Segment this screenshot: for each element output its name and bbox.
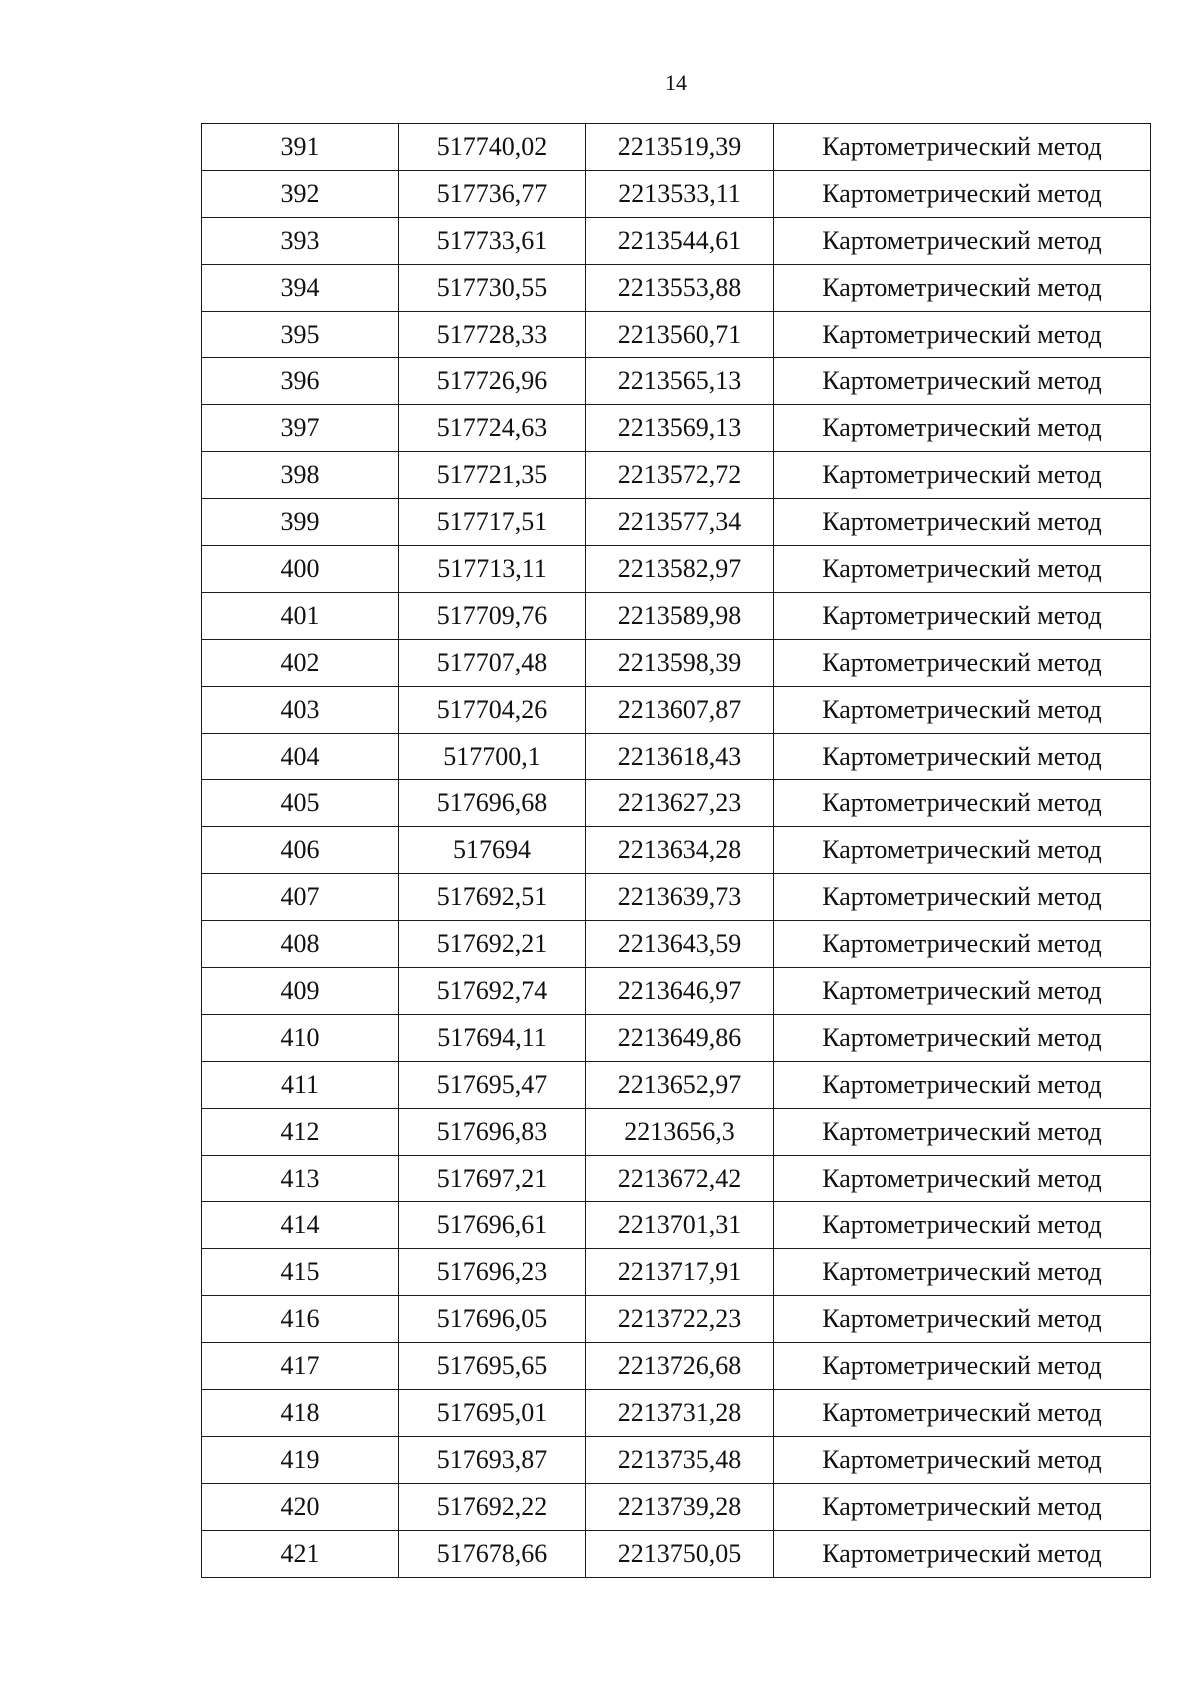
- y-coordinate-cell: 2213544,61: [586, 217, 774, 264]
- method-cell: Картометрический метод: [774, 874, 1151, 921]
- point-number-cell: 409: [202, 968, 399, 1015]
- method-cell: Картометрический метод: [774, 1296, 1151, 1343]
- point-number-cell: 414: [202, 1202, 399, 1249]
- x-coordinate-cell: 517724,63: [399, 405, 586, 452]
- y-coordinate-cell: 2213627,23: [586, 780, 774, 827]
- x-coordinate-cell: 517692,51: [399, 874, 586, 921]
- method-cell: Картометрический метод: [774, 264, 1151, 311]
- point-number-cell: 393: [202, 217, 399, 264]
- method-cell: Картометрический метод: [774, 311, 1151, 358]
- y-coordinate-cell: 2213739,28: [586, 1483, 774, 1530]
- x-coordinate-cell: 517696,23: [399, 1249, 586, 1296]
- table-row: [202, 1436, 1151, 1483]
- y-coordinate-cell: 2213726,68: [586, 1343, 774, 1390]
- x-coordinate-cell: 517728,33: [399, 311, 586, 358]
- method-cell: Картометрический метод: [774, 1530, 1151, 1577]
- point-number-cell: 403: [202, 686, 399, 733]
- x-coordinate-cell: 517721,35: [399, 452, 586, 499]
- x-coordinate-cell: 517707,48: [399, 639, 586, 686]
- point-number-cell: 417: [202, 1343, 399, 1390]
- point-number-cell: 394: [202, 264, 399, 311]
- y-coordinate-cell: 2213701,31: [586, 1202, 774, 1249]
- method-cell: Картометрический метод: [774, 1343, 1151, 1390]
- y-coordinate-cell: 2213652,97: [586, 1061, 774, 1108]
- x-coordinate-cell: 517692,21: [399, 921, 586, 968]
- y-coordinate-cell: 2213607,87: [586, 686, 774, 733]
- method-cell: Картометрический метод: [774, 733, 1151, 780]
- y-coordinate-cell: 2213672,42: [586, 1155, 774, 1202]
- y-coordinate-cell: 2213560,71: [586, 311, 774, 358]
- y-coordinate-cell: 2213639,73: [586, 874, 774, 921]
- table-row: [202, 1249, 1151, 1296]
- point-number-cell: 391: [202, 124, 399, 171]
- x-coordinate-cell: 517696,05: [399, 1296, 586, 1343]
- y-coordinate-cell: 2213569,13: [586, 405, 774, 452]
- table-row: [202, 124, 1151, 171]
- point-number-cell: 401: [202, 592, 399, 639]
- table-row: [202, 311, 1151, 358]
- point-number-cell: 419: [202, 1436, 399, 1483]
- x-coordinate-cell: 517694: [399, 827, 586, 874]
- y-coordinate-cell: 2213750,05: [586, 1530, 774, 1577]
- method-cell: Картометрический метод: [774, 405, 1151, 452]
- y-coordinate-cell: 2213589,98: [586, 592, 774, 639]
- x-coordinate-cell: 517717,51: [399, 499, 586, 546]
- table-row: [202, 780, 1151, 827]
- x-coordinate-cell: 517697,21: [399, 1155, 586, 1202]
- table-row: [202, 452, 1151, 499]
- x-coordinate-cell: 517695,47: [399, 1061, 586, 1108]
- x-coordinate-cell: 517692,22: [399, 1483, 586, 1530]
- table-row: [202, 1530, 1151, 1577]
- x-coordinate-cell: 517695,65: [399, 1343, 586, 1390]
- table-row: [202, 592, 1151, 639]
- y-coordinate-cell: 2213577,34: [586, 499, 774, 546]
- table-row: [202, 499, 1151, 546]
- y-coordinate-cell: 2213582,97: [586, 546, 774, 593]
- table-row: [202, 827, 1151, 874]
- method-cell: Картометрический метод: [774, 217, 1151, 264]
- method-cell: Картометрический метод: [774, 686, 1151, 733]
- x-coordinate-cell: 517740,02: [399, 124, 586, 171]
- method-cell: Картометрический метод: [774, 546, 1151, 593]
- point-number-cell: 396: [202, 358, 399, 405]
- y-coordinate-cell: 2213519,39: [586, 124, 774, 171]
- point-number-cell: 400: [202, 546, 399, 593]
- x-coordinate-cell: 517692,74: [399, 968, 586, 1015]
- method-cell: Картометрический метод: [774, 592, 1151, 639]
- table-row: [202, 1343, 1151, 1390]
- point-number-cell: 415: [202, 1249, 399, 1296]
- x-coordinate-cell: 517696,61: [399, 1202, 586, 1249]
- table-row: [202, 358, 1151, 405]
- table-row: [202, 1483, 1151, 1530]
- y-coordinate-cell: 2213533,11: [586, 170, 774, 217]
- point-number-cell: 397: [202, 405, 399, 452]
- point-number-cell: 421: [202, 1530, 399, 1577]
- y-coordinate-cell: 2213646,97: [586, 968, 774, 1015]
- point-number-cell: 410: [202, 1014, 399, 1061]
- y-coordinate-cell: 2213656,3: [586, 1108, 774, 1155]
- table-row: [202, 1108, 1151, 1155]
- method-cell: Картометрический метод: [774, 1014, 1151, 1061]
- table-row: [202, 1014, 1151, 1061]
- table-row: [202, 1390, 1151, 1437]
- coordinates-table: [201, 123, 1151, 1578]
- y-coordinate-cell: 2213565,13: [586, 358, 774, 405]
- x-coordinate-cell: 517696,83: [399, 1108, 586, 1155]
- point-number-cell: 407: [202, 874, 399, 921]
- table-row: [202, 686, 1151, 733]
- method-cell: Картометрический метод: [774, 1483, 1151, 1530]
- point-number-cell: 418: [202, 1390, 399, 1437]
- y-coordinate-cell: 2213634,28: [586, 827, 774, 874]
- table-row: [202, 874, 1151, 921]
- y-coordinate-cell: 2213643,59: [586, 921, 774, 968]
- method-cell: Картометрический метод: [774, 1061, 1151, 1108]
- x-coordinate-cell: 517694,11: [399, 1014, 586, 1061]
- method-cell: Картометрический метод: [774, 452, 1151, 499]
- point-number-cell: 412: [202, 1108, 399, 1155]
- point-number-cell: 402: [202, 639, 399, 686]
- method-cell: Картометрический метод: [774, 639, 1151, 686]
- point-number-cell: 392: [202, 170, 399, 217]
- y-coordinate-cell: 2213735,48: [586, 1436, 774, 1483]
- point-number-cell: 408: [202, 921, 399, 968]
- y-coordinate-cell: 2213598,39: [586, 639, 774, 686]
- x-coordinate-cell: 517693,87: [399, 1436, 586, 1483]
- point-number-cell: 413: [202, 1155, 399, 1202]
- method-cell: Картометрический метод: [774, 124, 1151, 171]
- method-cell: Картометрический метод: [774, 968, 1151, 1015]
- table-row: [202, 733, 1151, 780]
- method-cell: Картометрический метод: [774, 170, 1151, 217]
- x-coordinate-cell: 517700,1: [399, 733, 586, 780]
- point-number-cell: 398: [202, 452, 399, 499]
- page-number: 14: [665, 70, 687, 95]
- table-row: [202, 405, 1151, 452]
- method-cell: Картометрический метод: [774, 1390, 1151, 1437]
- x-coordinate-cell: 517736,77: [399, 170, 586, 217]
- y-coordinate-cell: 2213722,23: [586, 1296, 774, 1343]
- point-number-cell: 416: [202, 1296, 399, 1343]
- point-number-cell: 406: [202, 827, 399, 874]
- method-cell: Картометрический метод: [774, 1108, 1151, 1155]
- x-coordinate-cell: 517678,66: [399, 1530, 586, 1577]
- x-coordinate-cell: 517726,96: [399, 358, 586, 405]
- method-cell: Картометрический метод: [774, 921, 1151, 968]
- x-coordinate-cell: 517713,11: [399, 546, 586, 593]
- y-coordinate-cell: 2213618,43: [586, 733, 774, 780]
- x-coordinate-cell: 517695,01: [399, 1390, 586, 1437]
- table-row: [202, 1202, 1151, 1249]
- point-number-cell: 420: [202, 1483, 399, 1530]
- x-coordinate-cell: 517733,61: [399, 217, 586, 264]
- table-row: [202, 968, 1151, 1015]
- method-cell: Картометрический метод: [774, 1155, 1151, 1202]
- method-cell: Картометрический метод: [774, 1202, 1151, 1249]
- point-number-cell: 399: [202, 499, 399, 546]
- table-row: [202, 170, 1151, 217]
- x-coordinate-cell: 517730,55: [399, 264, 586, 311]
- method-cell: Картометрический метод: [774, 827, 1151, 874]
- table-row: [202, 921, 1151, 968]
- x-coordinate-cell: 517709,76: [399, 592, 586, 639]
- method-cell: Картометрический метод: [774, 1436, 1151, 1483]
- point-number-cell: 411: [202, 1061, 399, 1108]
- table-row: [202, 217, 1151, 264]
- method-cell: Картометрический метод: [774, 780, 1151, 827]
- table-row: [202, 546, 1151, 593]
- table-row: [202, 264, 1151, 311]
- table-row: [202, 1296, 1151, 1343]
- y-coordinate-cell: 2213649,86: [586, 1014, 774, 1061]
- point-number-cell: 404: [202, 733, 399, 780]
- point-number-cell: 405: [202, 780, 399, 827]
- y-coordinate-cell: 2213553,88: [586, 264, 774, 311]
- y-coordinate-cell: 2213572,72: [586, 452, 774, 499]
- x-coordinate-cell: 517696,68: [399, 780, 586, 827]
- method-cell: Картометрический метод: [774, 358, 1151, 405]
- table-row: [202, 639, 1151, 686]
- table-row: [202, 1155, 1151, 1202]
- method-cell: Картометрический метод: [774, 1249, 1151, 1296]
- coordinates-table-body: [202, 124, 1151, 1578]
- x-coordinate-cell: 517704,26: [399, 686, 586, 733]
- table-row: [202, 1061, 1151, 1108]
- method-cell: Картометрический метод: [774, 499, 1151, 546]
- y-coordinate-cell: 2213717,91: [586, 1249, 774, 1296]
- y-coordinate-cell: 2213731,28: [586, 1390, 774, 1437]
- point-number-cell: 395: [202, 311, 399, 358]
